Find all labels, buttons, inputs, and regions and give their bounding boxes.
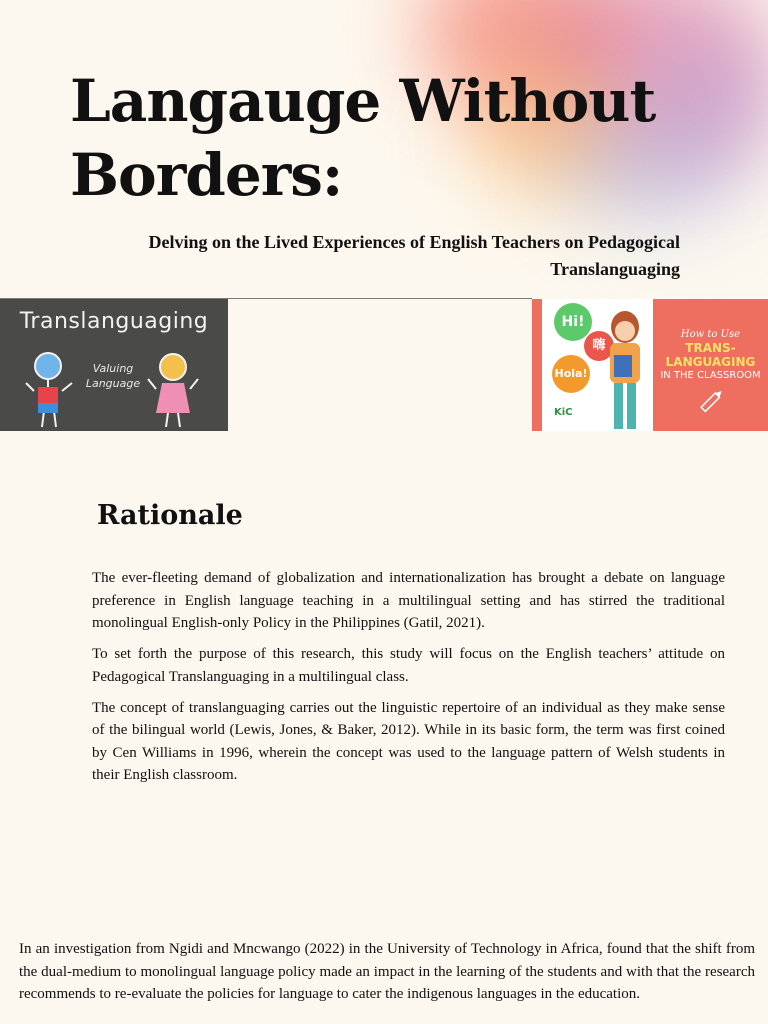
pencil-icon xyxy=(653,299,768,431)
panel-line: How to Use xyxy=(680,329,741,340)
paragraph: To set forth the purpose of this research, this study will focus on the English teachers’ attitude on Pedagogical Translanguaging in a multilingual class. xyxy=(92,646,725,685)
panel-headline: TRANS-LANGUAGING xyxy=(665,341,756,369)
speech-bubble: 嗨 xyxy=(584,331,614,361)
kids-drawing xyxy=(0,299,228,431)
paragraph: The ever-fleeting demand of globalization and internationalization has brought a debate on language preference in English language teaching in a multilingual setting and has stirred the traditional monolingual English-only Policy in the Philippines (Gatil, 2021). xyxy=(92,570,725,631)
page-title: Langauge Without Borders: xyxy=(70,67,656,209)
translanguaging-illustration xyxy=(0,299,228,431)
section-heading: Rationale xyxy=(97,500,243,531)
speech-bubble: Hola! xyxy=(552,355,590,393)
footer-paragraph: In an investigation from Ngidi and Mncwango (2022) in the University of Technology in Africa, found that the shift from the dual-medium to monolingual language policy made an impact in the learning of the students and with that the research recommends to re-evaluate the policies for language to cater the indigenous languages in the education. xyxy=(19,941,755,1002)
classroom-illustration xyxy=(532,299,768,431)
illustration-title: Translanguaging xyxy=(19,309,209,334)
paragraph: The concept of translanguaging carries out the linguistic repertoire of an individual as they make sense of the bilingual world (Lewis, Jones, & Baker, 2012). While in its basic form, the term was first coined by Cen Williams in 1996, wherein the concept was used to the language pattern of Welsh students in their English classroom. xyxy=(92,699,725,783)
brand-logo: KiC xyxy=(554,407,573,418)
speech-bubble: Hi! xyxy=(554,303,592,341)
classroom-panel xyxy=(653,299,768,431)
page-subtitle: Delving on the Lived Experiences of English Teachers on Pedagogical Translanguaging xyxy=(148,232,680,279)
illustration-caption: Valuing Language xyxy=(85,362,141,390)
panel-line: IN THE CLASSROOM xyxy=(660,370,761,381)
section-body xyxy=(92,567,725,795)
